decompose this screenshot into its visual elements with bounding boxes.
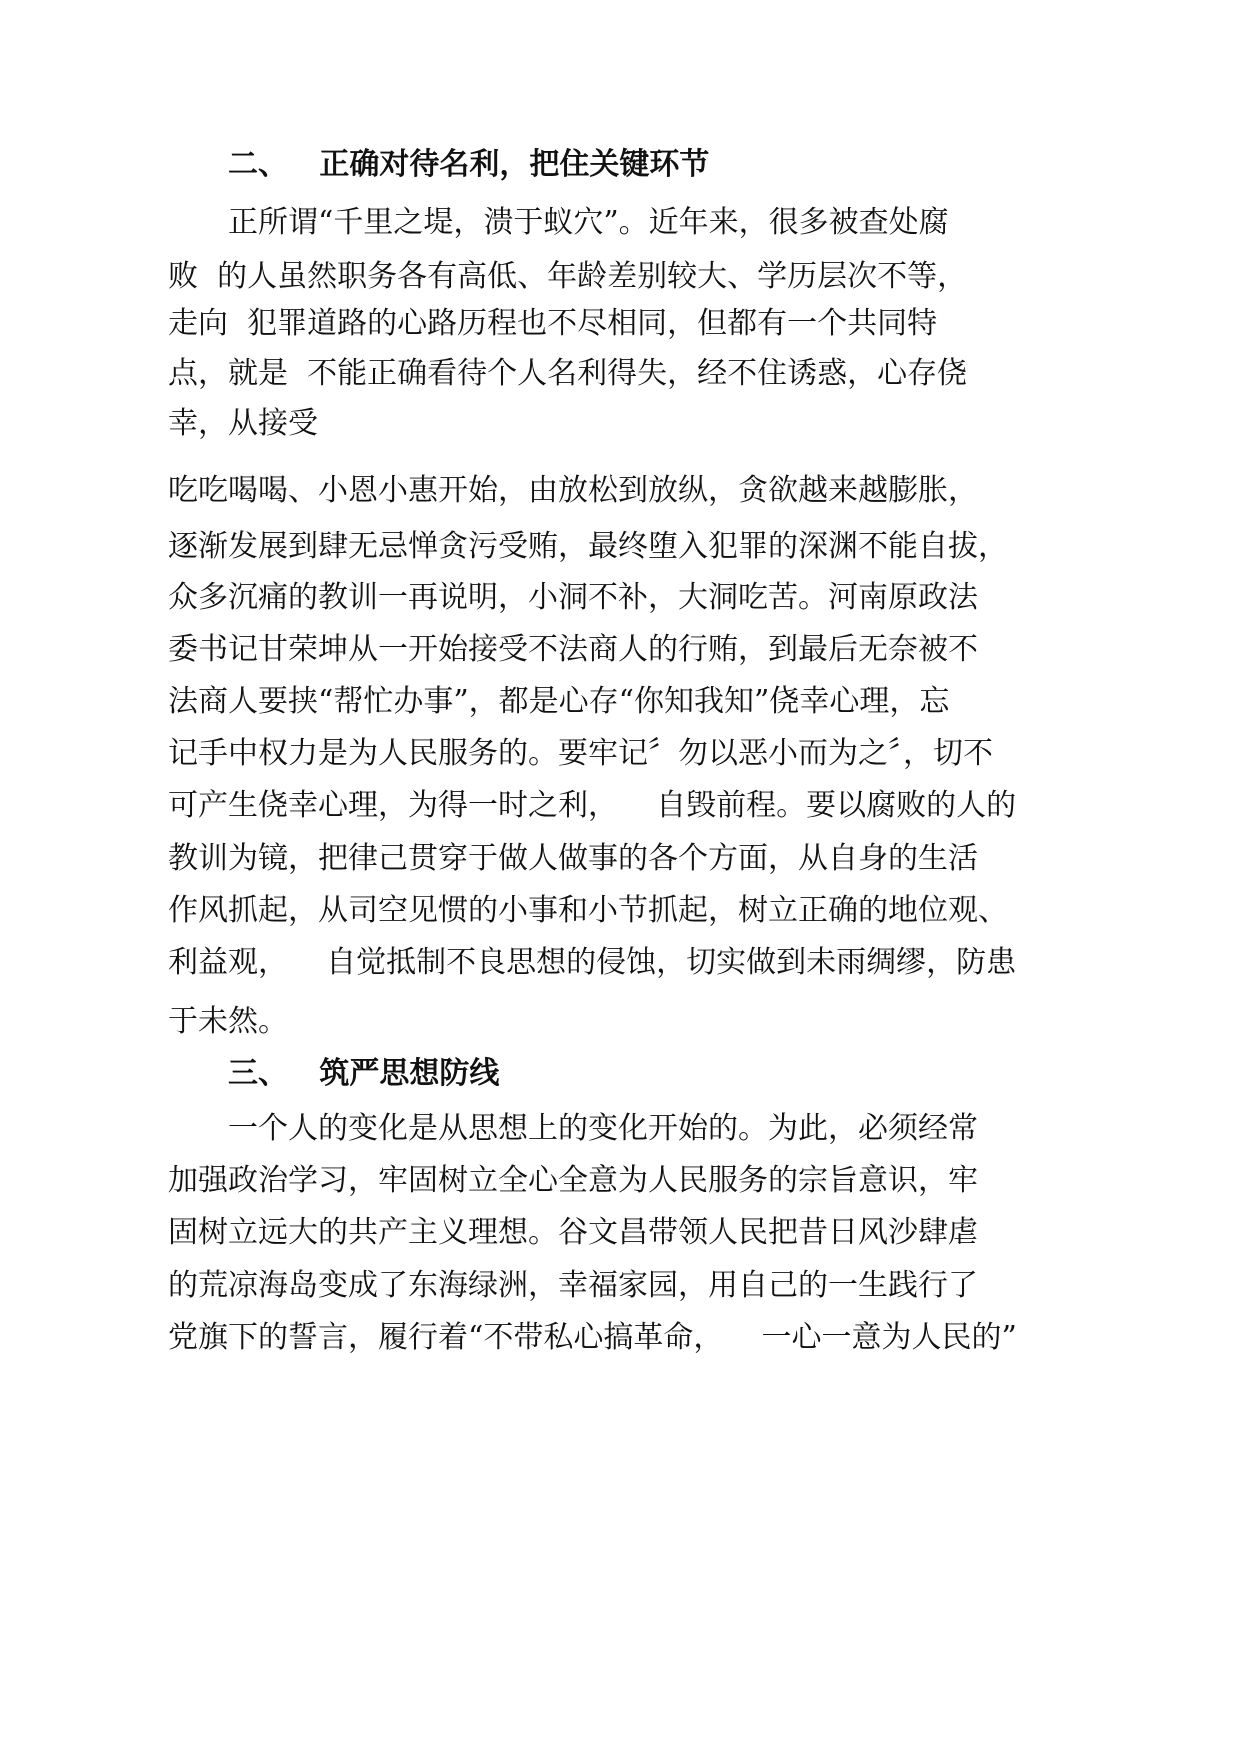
paragraph-line: 走向 犯罪道路的心路历程也不尽相同，但都有一个共同特 [168,306,938,341]
paragraph-line: 委书记甘荣坤从一开始接受不法商人的行贿，到最后无奈被不 [168,632,978,667]
paragraph-line: 点，就是 不能正确看待个人名利得失，经不住诱惑，心存侥 [168,356,968,391]
paragraph-line: 败 的人虽然职务各有高低、年龄差别较大、学历层次不等， [168,259,968,294]
paragraph-line: 作风抓起，从司空见惯的小事和小节抓起，树立正确的地位观、 [168,893,1008,928]
paragraph-line: 于未然。 [168,1004,288,1039]
paragraph-line: 幸，从接受 [168,406,318,441]
paragraph-line: 法商人要挟“帮忙办事”，都是心存“你知我知”侥幸心理，忘 [168,684,950,719]
paragraph-line: 的荒凉海岛变成了东海绿洲，幸福家园，用自己的一生践行了 [168,1268,978,1303]
paragraph-line: 加强政治学习，牢固树立全心全意为人民服务的宗旨意识，牢 [168,1163,978,1198]
paragraph-line: 正所谓“千里之堤，溃于蚁穴”。近年来，很多被查处腐 [228,205,949,240]
paragraph-line: 逐渐发展到肆无忌惮贪污受贿，最终堕入犯罪的深渊不能自拔， [168,529,1008,564]
paragraph-line: 众多沉痛的教训一再说明，小洞不补，大洞吃苦。河南原政法 [168,580,978,615]
paragraph-line: 记手中权力是为人民服务的。要牢记〞勿以恶小而为之〞，切不 [168,736,993,771]
paragraph-line: 教训为镜，把律己贯穿于做人做事的各个方面，从自身的生活 [168,841,978,876]
paragraph-line: 党旗下的誓言，履行着“不带私心搞革命， 一心一意为人民的” [168,1320,1017,1355]
paragraph-line: 可产生侥幸心理，为得一时之利， 自毁前程。要以腐败的人的 [168,788,1017,823]
section-heading-2: 二、 正确对待名利，把住关键环节 [228,147,710,182]
paragraph-line: 吃吃喝喝、小恩小惠开始，由放松到放纵，贪欲越来越膨胀， [168,473,978,508]
paragraph-line: 利益观， 自觉抵制不良思想的侵蚀，切实做到未雨绸缪，防患 [168,945,1017,980]
section-heading-3: 三、 筑严思想防线 [228,1056,500,1091]
paragraph-line: 固树立远大的共产主义理想。谷文昌带领人民把昔日风沙肆虐 [168,1215,978,1250]
paragraph-line: 一个人的变化是从思想上的变化开始的。为此，必须经常 [228,1111,978,1146]
